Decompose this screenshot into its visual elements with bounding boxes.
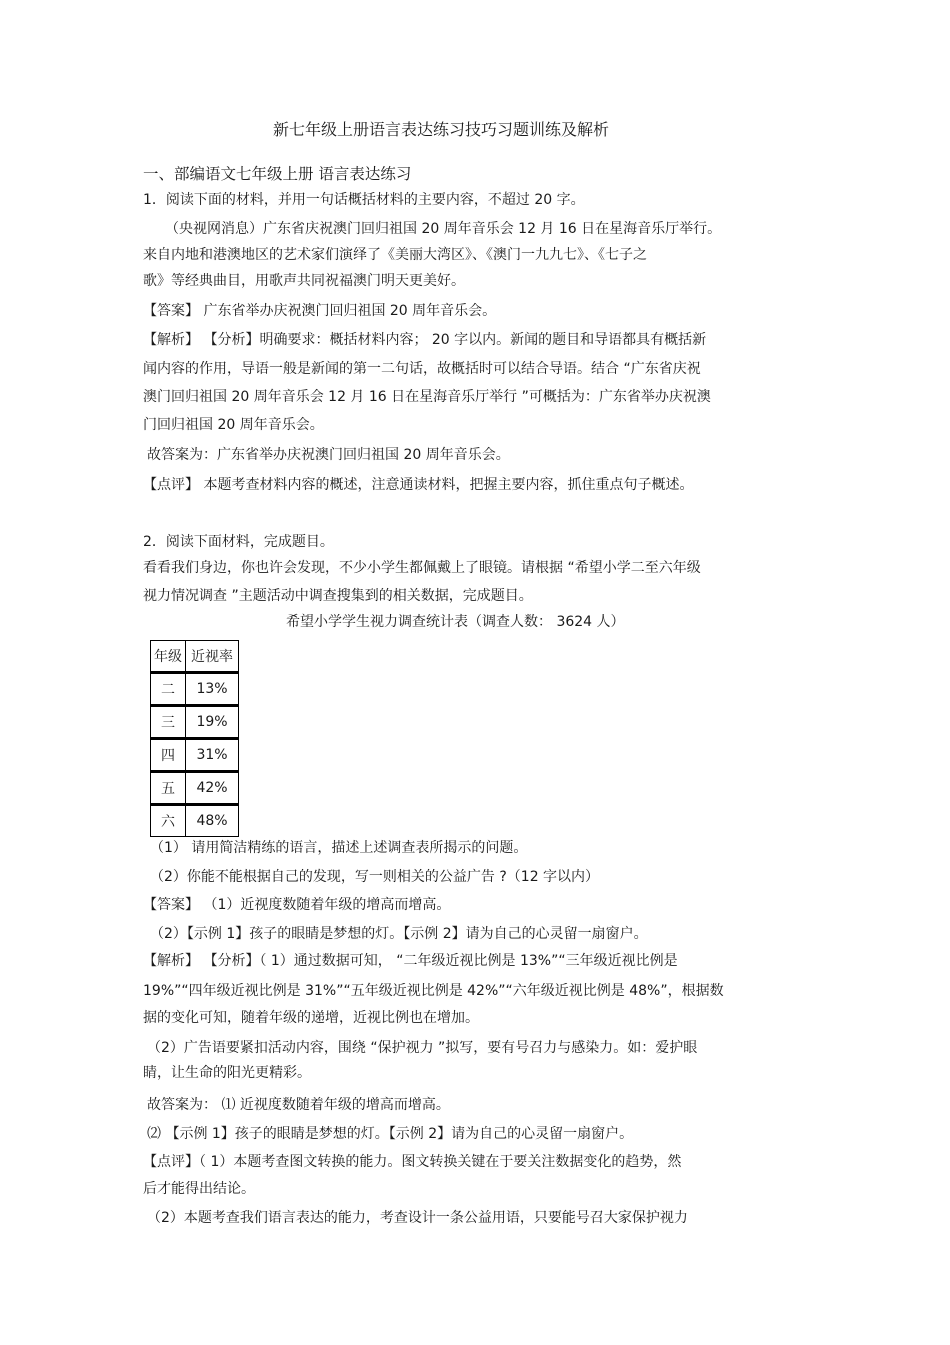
q2-analysis-line: 睛，让生命的阳光更精彩。	[143, 1065, 311, 1081]
table-cell-rate: 13%	[186, 673, 239, 706]
table-header-rate: 近视率	[186, 641, 239, 673]
q2-intro-line: 看看我们身边，你也许会发现，不少小学生都佩戴上了眼镜。请根据 “希望小学二至六年级	[143, 560, 701, 576]
table-cell-rate: 48%	[186, 805, 239, 837]
q2-answer-line: （2）【示例 1】孩子的眼睛是梦想的灯。【示例 2】请为自己的心灵留一扇窗户。	[150, 926, 648, 942]
q2-stem: 2．阅读下面材料，完成题目。	[143, 534, 334, 550]
table-row	[151, 706, 239, 739]
q2-analysis-line: 【解析】 【分析】（ 1）通过数据可知， “二年级近视比例是 13%”“三年级近视比例是	[143, 953, 678, 969]
table-header-row	[151, 641, 239, 673]
q1-material-line: 歌》等经典曲目，用歌声共同祝福澳门明天更美好。	[143, 273, 465, 289]
q2-comment-line: 后才能得出结论。	[143, 1181, 255, 1197]
section-heading: 一、部编语文七年级上册 语言表达练习	[143, 165, 412, 183]
table-row	[151, 739, 239, 772]
q2-analysis-line: （2）广告语要紧扣活动内容，围绕 “保护视力 ”拟写，要有号召力与感染力。如：爱护眼	[147, 1040, 698, 1056]
q2-answer-line: 【答案】 （1）近视度数随着年级的增高而增高。	[143, 897, 451, 913]
q1-analysis-line: 闻内容的作用，导语一般是新闻的第一二句话，故概括时可以结合导语。结合 “广东省庆祝	[143, 361, 701, 377]
q2-final-answer-line: ⑵ 【示例 1】孩子的眼睛是梦想的灯。【示例 2】请为自己的心灵留一扇窗户。	[147, 1126, 634, 1142]
q2-subquestion: （1） 请用简洁精练的语言，描述上述调查表所揭示的问题。	[150, 840, 528, 856]
table-row	[151, 772, 239, 805]
table-header-grade: 年级	[151, 641, 186, 673]
q2-comment-line: （2）本题考查我们语言表达的能力，考查设计一条公益用语，只要能号召大家保护视力	[147, 1210, 688, 1226]
q1-material-line: 来自内地和港澳地区的艺术家们演绎了《美丽大湾区》、《澳门一九九七》、《七子之	[143, 247, 647, 263]
table-cell-rate: 42%	[186, 772, 239, 805]
q2-analysis-line: 据的变化可知，随着年级的递增，近视比例也在增加。	[143, 1010, 479, 1026]
table-cell-grade: 二	[151, 673, 186, 706]
q1-analysis-line: 澳门回归祖国 20 周年音乐会 12 月 16 日在星海音乐厅举行 ”可概括为：广东省举办庆祝澳	[143, 389, 711, 405]
q1-stem: 1．阅读下面的材料，并用一句话概括材料的主要内容，不超过 20 字。	[143, 192, 585, 208]
vision-survey-table	[150, 640, 239, 837]
document-title: 新七年级上册语言表达练习技巧习题训练及解析	[273, 120, 610, 139]
q1-comment: 【点评】 本题考查材料内容的概述，注意通读材料，把握主要内容，抓住重点句子概述。	[143, 477, 694, 493]
q2-final-answer-line: 故答案为： ⑴ 近视度数随着年级的增高而增高。	[147, 1097, 450, 1113]
table-cell-grade: 三	[151, 706, 186, 739]
q2-comment-line: 【点评】（ 1）本题考查图文转换的能力。图文转换关键在于要关注数据变化的趋势，然	[143, 1154, 682, 1170]
q1-answer: 【答案】 广东省举办庆祝澳门回归祖国 20 周年音乐会。	[143, 303, 497, 319]
table-row	[151, 805, 239, 837]
q1-material-line: （央视网消息）广东省庆祝澳门回归祖国 20 周年音乐会 12 月 16 日在星海音乐厅举行。	[165, 221, 722, 237]
table-cell-rate: 31%	[186, 739, 239, 772]
q2-intro-line: 视力情况调查 ”主题活动中调查搜集到的相关数据，完成题目。	[143, 588, 533, 604]
q2-analysis-line: 19%”“四年级近视比例是 31%”“五年级近视比例是 42%”“六年级近视比例是 48%”，根据数	[143, 983, 724, 999]
table-caption: 希望小学学生视力调查统计表（调查人数： 3624 人）	[286, 614, 625, 630]
q1-analysis-line: 门回归祖国 20 周年音乐会。	[143, 417, 324, 433]
table-cell-grade: 五	[151, 772, 186, 805]
table-cell-rate: 19%	[186, 706, 239, 739]
table-cell-grade: 四	[151, 739, 186, 772]
q1-final-answer: 故答案为：广东省举办庆祝澳门回归祖国 20 周年音乐会。	[147, 447, 510, 463]
table-row	[151, 673, 239, 706]
table-cell-grade: 六	[151, 805, 186, 837]
q1-analysis-line: 【解析】 【分析】明确要求：概括材料内容； 20 字以内。新闻的题目和导语都具有概括新	[143, 332, 707, 348]
q2-subquestion: （2）你能不能根据自己的发现，写一则相关的公益广告 ?（12 字以内）	[150, 869, 600, 885]
